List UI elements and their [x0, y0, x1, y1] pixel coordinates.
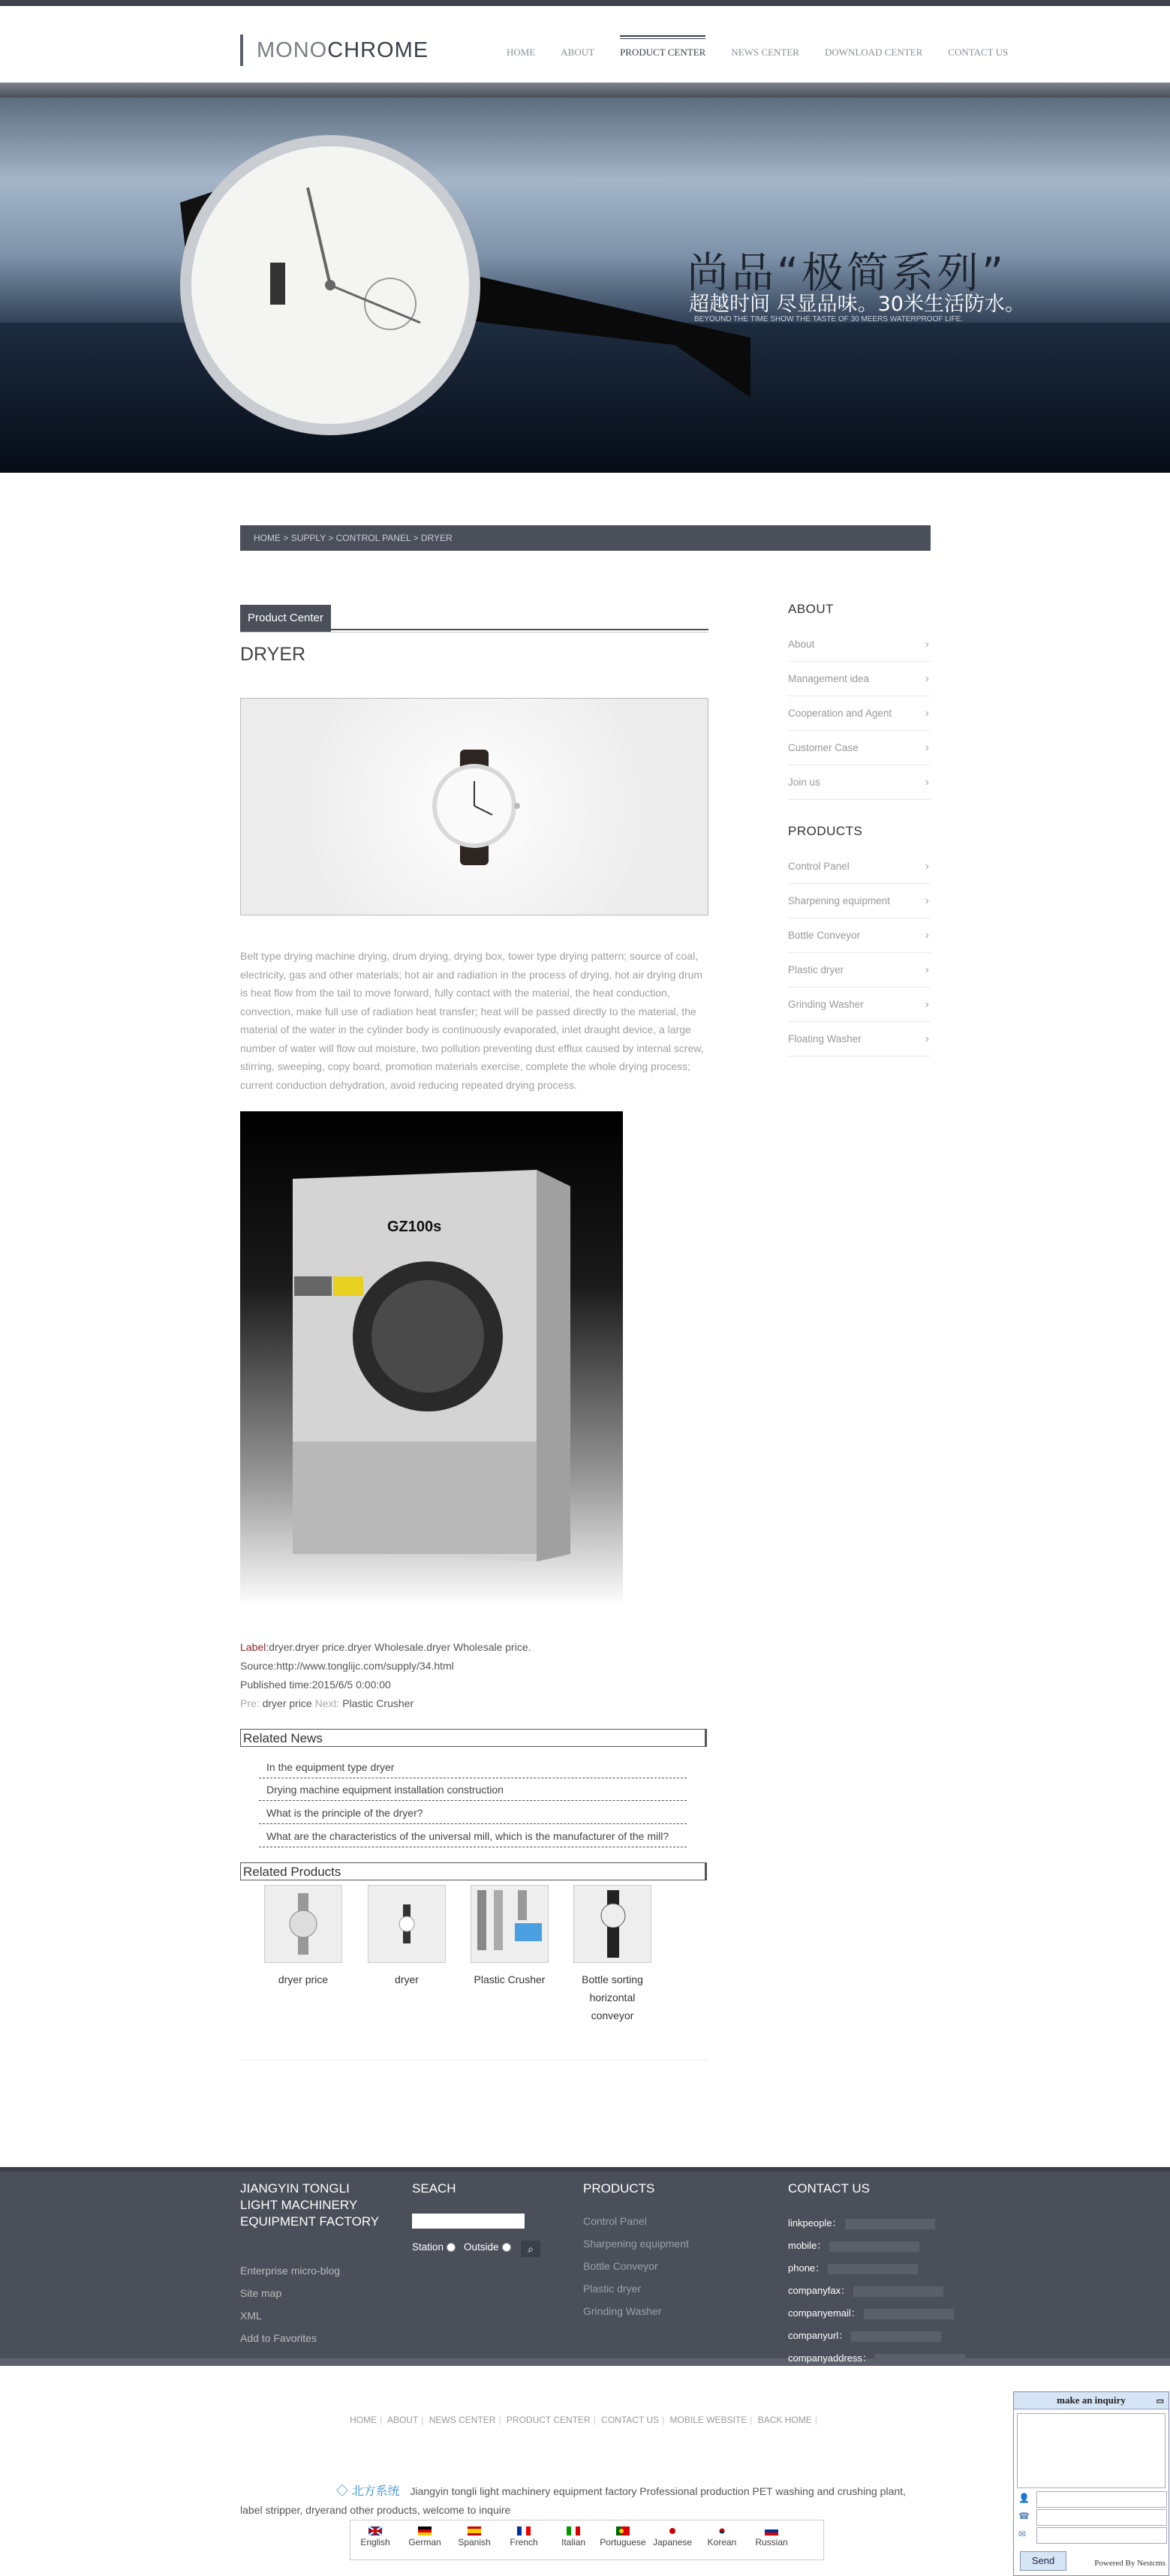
header-divider — [0, 83, 1170, 98]
germany-flag-icon — [418, 2526, 432, 2535]
chevron-right-icon: › — [925, 894, 929, 907]
footer-bottom-border — [0, 2358, 1170, 2366]
sidebar-item-about[interactable] — [788, 627, 931, 662]
chevron-right-icon: › — [925, 741, 929, 754]
footer-product-link[interactable]: Grinding Washer — [583, 2305, 662, 2317]
bottom-nav-about[interactable]: ABOUT — [386, 2415, 419, 2425]
product-thumb[interactable] — [471, 1885, 549, 1963]
footer-product-link[interactable]: Sharpening equipment — [583, 2238, 689, 2250]
banner-subtitle: 超越时间 尽显品味。30米生活防水。 — [689, 293, 1025, 316]
news-item[interactable]: In the equipment type dryer — [259, 1756, 687, 1778]
label-key: Label: — [240, 1641, 269, 1653]
radio-outside-label: Outside — [464, 2241, 499, 2253]
lang-spanish[interactable] — [450, 2520, 499, 2559]
contact-key: phone： — [788, 2262, 826, 2274]
contact-email — [788, 2305, 954, 2319]
product-caption[interactable]: dryer — [395, 1973, 419, 1985]
site-header — [0, 6, 1170, 83]
crown — [514, 803, 520, 809]
lang-label: English — [360, 2537, 390, 2547]
radio-station-label: Station — [412, 2241, 444, 2253]
lang-label: Korean — [707, 2537, 737, 2547]
related-products-heading: Related Products — [240, 1862, 707, 1880]
italy-flag-icon — [567, 2526, 580, 2535]
watch-pin — [325, 280, 335, 290]
sidebar-item-label: Plastic dryer — [788, 964, 844, 975]
contact-key: companyemail： — [788, 2307, 861, 2319]
chevron-right-icon: › — [925, 860, 929, 873]
breadcrumb-dryer: DRYER — [420, 533, 453, 543]
product-thumb[interactable] — [573, 1885, 651, 1963]
sidebar-item-label: About — [788, 639, 815, 650]
redacted-value — [845, 2219, 935, 2229]
breadcrumb-control-panel[interactable]: CONTROL PANEL — [335, 533, 411, 543]
inquiry-send-button[interactable]: Send — [1020, 2551, 1066, 2571]
contact-address — [788, 2350, 965, 2364]
footer-link-xml[interactable]: XML — [240, 2310, 262, 2322]
contact-url — [788, 2328, 941, 2342]
spain-flag-icon — [468, 2526, 481, 2535]
radio-outside-dot[interactable] — [502, 2243, 511, 2252]
contact-key: linkpeople： — [788, 2217, 842, 2229]
redacted-value — [875, 2354, 965, 2364]
related-product-card[interactable] — [573, 1885, 651, 2024]
lang-italian[interactable] — [549, 2520, 598, 2559]
nav-download-center[interactable]: DOWNLOAD CENTER — [824, 47, 923, 58]
pre-next — [240, 1697, 414, 1709]
chevron-right-icon: › — [925, 963, 929, 976]
sidebar-item-label: Control Panel — [788, 861, 850, 872]
product-caption[interactable]: dryer price — [278, 1973, 329, 1985]
news-item[interactable]: What is the principle of the dryer? — [259, 1802, 687, 1824]
lang-label: Portuguese — [600, 2537, 646, 2547]
lang-label: Russian — [755, 2537, 788, 2547]
brand-logo[interactable]: ◇ 北方系统 — [336, 2485, 400, 2498]
bottom-nav-home[interactable]: HOME — [350, 2415, 377, 2425]
bottom-nav-back-home[interactable]: BACK HOME — [757, 2415, 812, 2425]
chevron-right-icon: › — [925, 776, 929, 789]
lang-japanese[interactable] — [648, 2520, 697, 2559]
powered-by: Powered By Nestcms — [1094, 2559, 1165, 2568]
banner-tagline: BEYOUND THE TIME SHOW THE TASTE OF 30 MEERS WATERPROOF LIFE. — [694, 315, 964, 323]
nav-news-center[interactable]: NEWS CENTER — [731, 47, 799, 58]
uk-flag-icon — [368, 2526, 382, 2535]
sidebar-item-control-panel[interactable] — [788, 849, 931, 884]
radio-outside[interactable] — [464, 2241, 511, 2253]
dryer-door-glass — [371, 1280, 484, 1393]
sidebar-item-label: Join us — [788, 777, 820, 788]
contact-fax — [788, 2283, 943, 2297]
watch-thumb-icon — [265, 1886, 341, 1962]
mail-icon: ✉ — [1018, 2529, 1027, 2539]
footer-product-link[interactable]: Plastic dryer — [583, 2283, 642, 2295]
sidebar-item-label: Management idea — [788, 673, 870, 684]
meta-source: Source:http://www.tonglijc.com/supply/34.html — [240, 1660, 454, 1672]
chevron-right-icon: › — [925, 707, 929, 720]
chevron-right-icon: › — [925, 1033, 929, 1045]
contact-key: companyfax： — [788, 2285, 851, 2296]
pre-link[interactable]: dryer price — [262, 1697, 312, 1709]
lang-label: German — [408, 2537, 441, 2547]
footer-search-input[interactable] — [412, 2214, 525, 2229]
sidebar-item-label: Sharpening equipment — [788, 895, 890, 906]
redacted-value — [864, 2309, 954, 2319]
footer-products-title: PRODUCTS — [583, 2181, 655, 2196]
sidebar-item-label: Cooperation and Agent — [788, 708, 892, 719]
news-item[interactable]: Drying machine equipment installation construction — [259, 1778, 687, 1801]
search-icon[interactable]: ⌕ — [521, 2241, 540, 2257]
product-description: Belt type drying machine drying, drum drying, drying box, tower type drying pattern; source of coal, electricity, gas and other materials; hot air and radiation in the process of drying, hot air drying drum is heat flow from the tail to move forward, fully contact with the material, the heat conduction, convection, make full use of radiation heat transfer; heat will be passed directly to the material, the material of the water in the cylinder body is continuously evaporated, inlet draught device, a large number of water will flow out moisture, two pollution preventing dust efflux caused by internal screw, stirring, sweeping, copy board, promotion materials exercise, complete the whole drying process; current conduction dehydration, avoid reducing repeated drying process. — [240, 950, 704, 1091]
next-link[interactable]: Plastic Crusher — [342, 1697, 414, 1709]
product-main-image — [240, 698, 708, 915]
sidebar-item-label: Floating Washer — [788, 1033, 862, 1045]
contact-linkpeople — [788, 2215, 935, 2229]
footer-contact-title: CONTACT US — [788, 2181, 870, 2196]
dryer-side — [537, 1170, 570, 1562]
sidebar-item-label: Grinding Washer — [788, 999, 864, 1010]
chevron-right-icon: › — [925, 998, 929, 1011]
lang-french[interactable] — [499, 2520, 549, 2559]
sidebar-item-label: Bottle Conveyor — [788, 930, 861, 941]
language-bar — [350, 2520, 824, 2560]
radio-station-dot[interactable] — [447, 2243, 456, 2252]
footer-link-microblog[interactable]: Enterprise micro-blog — [240, 2265, 341, 2277]
sidebar-about-title: ABOUT — [788, 602, 835, 616]
footer-search-title: SEACH — [412, 2181, 456, 2196]
nav-contact-us[interactable]: CONTACT US — [948, 47, 1009, 58]
inquiry-widget — [1013, 2391, 1169, 2576]
product-thumb[interactable] — [264, 1885, 342, 1963]
phone-icon: ☎ — [1018, 2511, 1030, 2521]
inquiry-message-field[interactable] — [1017, 2413, 1165, 2488]
contact-phone — [788, 2260, 918, 2274]
bottom-nav-news[interactable]: NEWS CENTER — [429, 2415, 496, 2425]
footer-link-favorites[interactable]: Add to Favorites — [240, 2332, 317, 2344]
breadcrumb-supply[interactable]: SUPPLY — [290, 533, 326, 543]
watch-product-image — [241, 699, 708, 915]
meta-published: Published time:2015/6/5 0:00:00 — [240, 1679, 391, 1691]
bottom-nav-mobile[interactable]: MOBILE WEBSITE — [669, 2415, 747, 2425]
meta-label — [240, 1641, 531, 1653]
logo-bold-text: CHROME — [327, 38, 429, 62]
dryer-image — [240, 1111, 623, 1607]
nav-about[interactable]: ABOUT — [561, 47, 595, 58]
related-product-card[interactable] — [368, 1885, 446, 1988]
contact-key: mobile： — [788, 2240, 827, 2251]
lang-korean[interactable] — [697, 2520, 747, 2559]
inquiry-name-field[interactable] — [1036, 2491, 1167, 2508]
person-icon: 👤 — [1018, 2493, 1030, 2503]
product-center-tab: Product Center — [240, 605, 331, 632]
chevron-right-icon: › — [925, 672, 929, 685]
warning-label — [333, 1276, 363, 1296]
redacted-value — [829, 2241, 919, 2252]
lang-label: Italian — [561, 2537, 586, 2547]
lang-english[interactable] — [350, 2520, 400, 2559]
sidebar-item-join-us[interactable] — [788, 765, 931, 800]
site-logo[interactable] — [240, 35, 429, 66]
sidebar-item-floating-washer[interactable] — [788, 1022, 931, 1057]
main-nav — [507, 39, 1033, 59]
portugal-flag-icon — [616, 2526, 630, 2535]
sidebar-item-grinding-washer[interactable] — [788, 987, 931, 1022]
sidebar-item-cooperation[interactable] — [788, 696, 931, 731]
lang-label: Spanish — [458, 2537, 491, 2547]
redacted-value — [828, 2264, 918, 2274]
nav-product-center[interactable]: PRODUCT CENTER — [620, 39, 705, 59]
inquiry-header — [1014, 2392, 1168, 2409]
footer-product-link[interactable]: Bottle Conveyor — [583, 2260, 658, 2272]
bottom-nav-products[interactable]: PRODUCT CENTER — [506, 2415, 591, 2425]
breadcrumb: HOME > SUPPLY > CONTROL PANEL > DRYER — [240, 525, 931, 551]
related-product-card[interactable] — [264, 1885, 342, 1988]
contact-mobile — [788, 2238, 919, 2252]
logo-light-text: MONO — [257, 38, 328, 62]
page-title: DRYER — [240, 644, 306, 665]
minimize-icon[interactable]: ▭ — [1156, 2397, 1164, 2406]
footer-top-border — [0, 2167, 1170, 2172]
nav-home[interactable]: HOME — [507, 47, 536, 58]
brand-text: 北方系统 — [351, 2485, 400, 2498]
inquiry-email-field[interactable] — [1036, 2527, 1167, 2544]
intro-text: Jiangyin tongli light machinery equipment factory Professional production PET washing and crushing plant, label stripper, dryerand other products, welcome to inquire — [240, 2485, 906, 2516]
japan-flag-icon — [666, 2526, 679, 2535]
watch-thumb-icon — [368, 1886, 445, 1962]
section-rule — [240, 629, 708, 630]
sidebar-item-label: Customer Case — [788, 742, 859, 753]
bottom-nav: HOME | ABOUT | NEWS CENTER | PRODUCT CENTER | CONTACT US | MOBILE WEBSITE | BACK HOME | — [350, 2415, 817, 2425]
footer-link-sitemap[interactable]: Site map — [240, 2287, 282, 2299]
russia-flag-icon — [765, 2526, 778, 2535]
next-key: Next: — [314, 1697, 340, 1709]
watch-brand-mark — [270, 263, 285, 305]
radio-station[interactable] — [412, 2241, 456, 2253]
sidebar-item-bottle-conveyor[interactable] — [788, 918, 931, 953]
inquiry-phone-field[interactable] — [1036, 2509, 1167, 2526]
related-news-heading: Related News — [240, 1729, 707, 1747]
dryer-base — [293, 1441, 537, 1554]
sidebar-item-plastic-dryer[interactable] — [788, 953, 931, 987]
lang-german[interactable] — [400, 2520, 450, 2559]
news-item[interactable]: What are the characteristics of the universal mill, which is the manufacturer of the mill? — [259, 1825, 687, 1847]
watch-thumb-icon — [574, 1886, 651, 1962]
lang-russian[interactable] — [747, 2520, 796, 2559]
dryer-model-label: GZ100s — [387, 1219, 442, 1235]
korea-flag-icon — [715, 2526, 729, 2535]
site-intro — [240, 2482, 931, 2519]
pre-key: Pre: — [240, 1697, 260, 1709]
product-caption[interactable]: Bottle sorting horizontal conveyor — [582, 1973, 643, 2021]
control-panel — [294, 1276, 332, 1296]
contact-key: companyaddress： — [788, 2352, 872, 2364]
bottom-nav-contact[interactable]: CONTACT US — [601, 2415, 660, 2425]
label-value[interactable]: dryer.dryer price.dryer Wholesale.dryer Wholesale price. — [269, 1641, 531, 1653]
dryer-illustration — [240, 1111, 623, 1607]
sidebar-item-customer-case[interactable] — [788, 731, 931, 765]
sidebar-products-title: PRODUCTS — [788, 824, 863, 838]
product-caption[interactable]: Plastic Crusher — [474, 1973, 546, 1985]
redacted-value — [851, 2331, 941, 2342]
inquiry-title: make an inquiry — [1057, 2394, 1126, 2406]
france-flag-icon — [517, 2526, 531, 2535]
contact-key: companyurl： — [788, 2330, 849, 2341]
product-thumb[interactable] — [368, 1885, 446, 1963]
redacted-value — [853, 2286, 943, 2297]
hero-banner — [0, 98, 1170, 473]
sidebar-item-management-idea[interactable] — [788, 662, 931, 696]
breadcrumb-home[interactable]: HOME — [254, 533, 281, 543]
section-rule-light — [240, 632, 708, 633]
related-product-card[interactable] — [471, 1885, 549, 1988]
footer-product-link[interactable]: Control Panel — [583, 2215, 647, 2227]
sidebar-item-sharpening[interactable] — [788, 884, 931, 918]
chevron-right-icon: › — [925, 929, 929, 942]
lang-label: French — [510, 2537, 538, 2547]
watch-thumb-icon — [471, 1886, 548, 1962]
lang-label: Japanese — [652, 2537, 693, 2547]
lang-portuguese[interactable] — [598, 2520, 648, 2559]
banner-title: 尚品“极简系列” — [687, 249, 1007, 298]
footer-company-name: JIANGYIN TONGLI LIGHT MACHINERY EQUIPMENT FACTORY — [240, 2181, 380, 2229]
top-border — [0, 0, 1170, 6]
chevron-right-icon: › — [925, 638, 929, 651]
